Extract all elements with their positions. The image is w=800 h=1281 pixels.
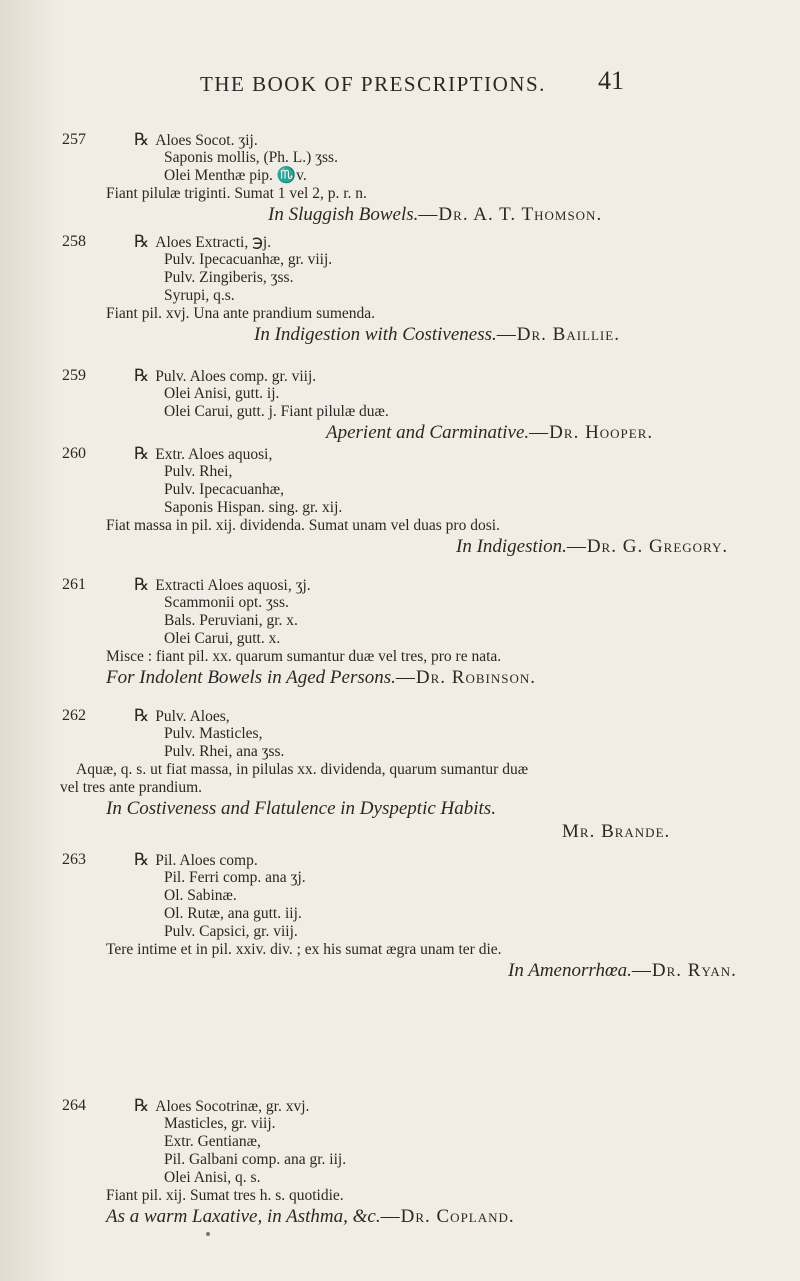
prescription-number: 259 — [62, 367, 86, 384]
header-title: THE BOOK OF PRESCRIPTIONS. — [200, 72, 546, 96]
ingredient-line: ℞ Aloes Socot. ʒij. — [134, 130, 258, 149]
ingredient-line: Saponis Hispan. sing. gr. xij. — [164, 499, 343, 516]
indication: In Sluggish Bowels. — [268, 204, 419, 225]
prescription-number: 260 — [62, 445, 86, 462]
running-header — [200, 66, 624, 97]
ingredient-line: ℞ Pulv. Aloes comp. gr. viij. — [134, 366, 317, 385]
indication: In Costiveness and Flatulence in Dyspeptic Habits. — [106, 798, 496, 819]
ingredient-line: Ol. Rutæ, ana gutt. iij. — [164, 905, 302, 922]
ingredient-line: Pil. Galbani comp. ana gr. iij. — [164, 1151, 347, 1168]
prescription-number: 262 — [62, 707, 86, 724]
ingredient-line: Syrupi, q.s. — [164, 287, 235, 304]
indication-attribution — [326, 422, 653, 444]
ingredient-line: Olei Carui, gutt. j. Fiant pilulæ duæ. — [164, 403, 389, 420]
author: —Dr. A. T. Thomson. — [418, 204, 603, 225]
ingredient-line: ℞ Extr. Aloes aquosi, — [134, 444, 273, 463]
ink-speck — [206, 1232, 210, 1236]
indication: Aperient and Carminative. — [326, 422, 530, 443]
ingredient-line: ℞ Pil. Aloes comp. — [134, 850, 258, 869]
indication: For Indolent Bowels in Aged Persons. — [106, 667, 396, 688]
ingredient-line: Pulv. Capsici, gr. viij. — [164, 923, 298, 940]
ingredient-line: Pulv. Rhei, ana ʒss. — [164, 743, 285, 760]
recipe-symbol: ℞ — [134, 130, 150, 149]
ingredient-line: Extr. Gentianæ, — [164, 1133, 261, 1150]
ingredient-line: Olei Carui, gutt. x. — [164, 630, 281, 647]
directions-line: Tere intime et in pil. xxiv. div. ; ex his sumat ægra unam ter die. — [106, 941, 502, 958]
indication: In Indigestion with Costiveness. — [254, 324, 497, 345]
indication-attribution — [254, 324, 620, 346]
ingredient-line: Pulv. Ipecacuanhæ, gr. viij. — [164, 251, 333, 268]
page-edge-shadow — [0, 0, 60, 1281]
indication: In Indigestion. — [456, 536, 567, 557]
ingredient-line: Ol. Sabinæ. — [164, 887, 237, 904]
ingredient-line: Scammonii opt. ʒss. — [164, 594, 289, 611]
author: —Dr. G. Gregory. — [566, 536, 729, 557]
author: —Dr. Ryan. — [631, 960, 737, 981]
ingredient-line: Olei Anisi, gutt. ij. — [164, 385, 280, 402]
prescription-number: 258 — [62, 233, 86, 250]
recipe-symbol: ℞ — [134, 232, 150, 251]
ingredient-line: ℞ Aloes Socotrinæ, gr. xvj. — [134, 1096, 310, 1115]
indication-attribution — [508, 960, 737, 982]
ingredient-line: ℞ Extracti Aloes aquosi, ʒj. — [134, 575, 311, 594]
recipe-symbol: ℞ — [134, 1096, 150, 1115]
indication: As a warm Laxative, in Asthma, &c. — [106, 1206, 381, 1227]
recipe-symbol: ℞ — [134, 706, 150, 725]
ingredient-line: Pulv. Zingiberis, ʒss. — [164, 269, 294, 286]
ingredient-line: Olei Anisi, q. s. — [164, 1169, 261, 1186]
directions-line: Fiant pil. xij. Sumat tres h. s. quotidie. — [106, 1187, 344, 1204]
page-number: 41 — [598, 66, 624, 95]
ingredient-line: Pulv. Masticles, — [164, 725, 263, 742]
indication-attribution — [456, 536, 728, 558]
prescription-number: 257 — [62, 131, 86, 148]
indication-attribution — [268, 204, 602, 226]
author: —Dr. Copland. — [380, 1206, 515, 1227]
ingredient-line: ℞ Aloes Extracti, ℈j. — [134, 232, 272, 251]
directions-line: Aquæ, q. s. ut fiat massa, in pilulas xx. dividenda, quarum sumantur duæ — [76, 761, 529, 778]
indication-attribution — [106, 667, 536, 689]
ingredient-line: Pulv. Rhei, — [164, 463, 233, 480]
recipe-symbol: ℞ — [134, 366, 150, 385]
prescription-number: 263 — [62, 851, 86, 868]
author: —Dr. Hooper. — [529, 422, 654, 443]
indication-attribution — [106, 1206, 515, 1228]
indication: In Amenorrhœa. — [508, 960, 632, 981]
ingredient-line: Olei Menthæ pip. ♏v. — [164, 167, 307, 184]
ingredient-line: Pulv. Ipecacuanhæ, — [164, 481, 284, 498]
ingredient-line: ℞ Pulv. Aloes, — [134, 706, 230, 725]
directions-line: Fiat massa in pil. xij. dividenda. Sumat unam vel duas pro dosi. — [106, 517, 500, 534]
prescription-number: 261 — [62, 576, 86, 593]
recipe-symbol: ℞ — [134, 575, 150, 594]
author: Mr. Brande. — [562, 821, 671, 842]
author: —Dr. Robinson. — [395, 667, 537, 688]
ingredient-line: Pil. Ferri comp. ana ʒj. — [164, 869, 306, 886]
directions-line: Misce : fiant pil. xx. quarum sumantur duæ vel tres, pro re nata. — [106, 648, 502, 665]
author: —Dr. Baillie. — [496, 324, 620, 345]
recipe-symbol: ℞ — [134, 850, 150, 869]
directions-line: vel tres ante prandium. — [60, 779, 203, 796]
ingredient-line: Bals. Peruviani, gr. x. — [164, 612, 298, 629]
prescription-number: 264 — [62, 1097, 86, 1114]
recipe-symbol: ℞ — [134, 444, 150, 463]
ingredient-line: Masticles, gr. viij. — [164, 1115, 276, 1132]
ingredient-line: Saponis mollis, (Ph. L.) ʒss. — [164, 149, 338, 166]
directions-line: Fiant pilulæ triginti. Sumat 1 vel 2, p. r. n. — [106, 185, 367, 202]
directions-line: Fiant pil. xvj. Una ante prandium sumenda. — [106, 305, 376, 322]
